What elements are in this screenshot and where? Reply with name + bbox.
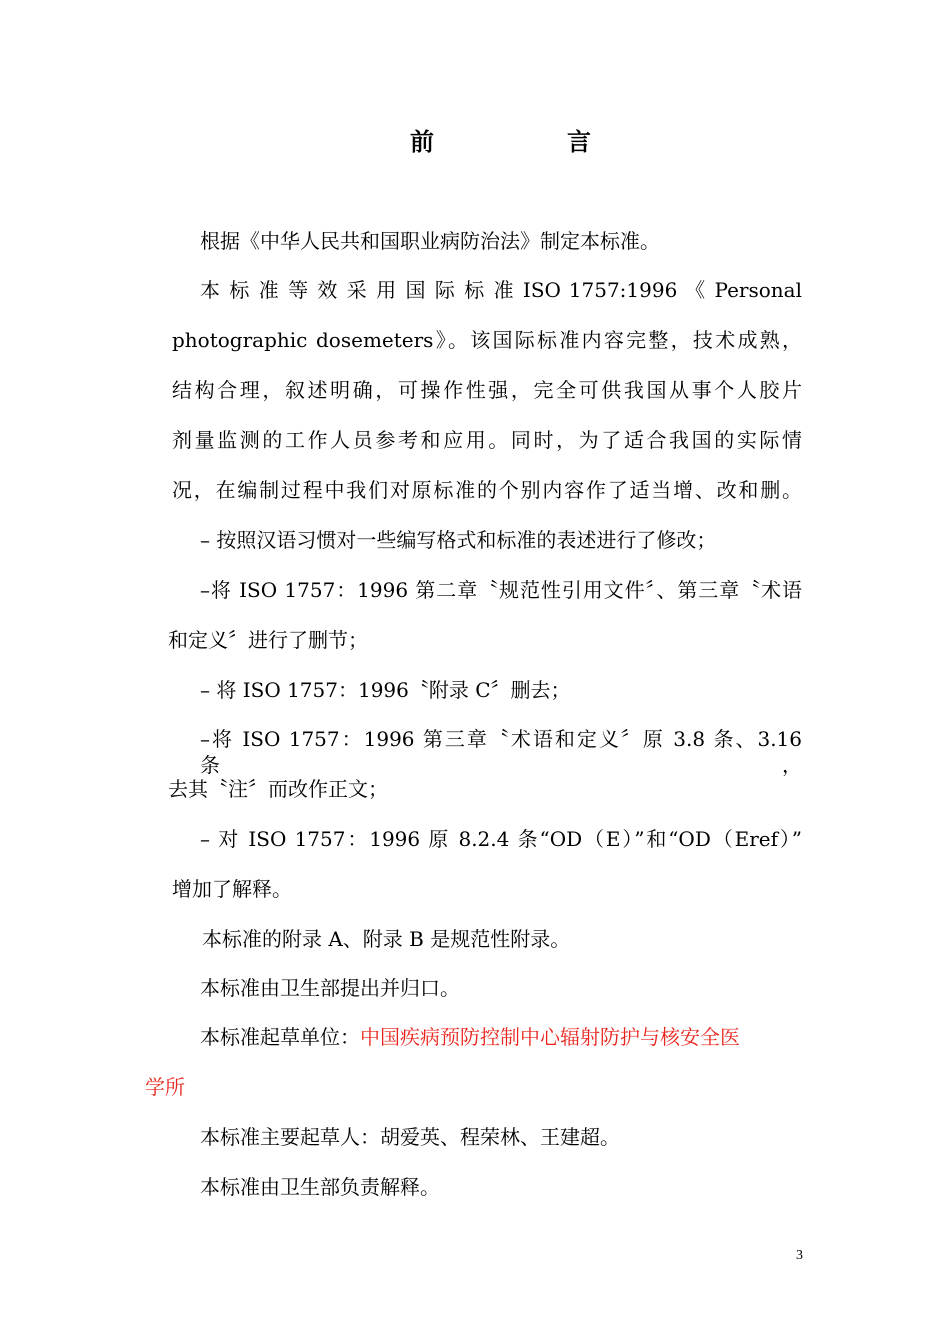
paragraph-interpreter: 本标准由卫生部负责解释。: [200, 1175, 440, 1199]
list-item-chapter-deletion-line-2: 和定义〞进行了删节；: [168, 628, 368, 652]
drafting-unit-organization: 中国疾病预防控制中心辐射防护与核安全医: [360, 1025, 740, 1049]
paragraph-drafters: 本标准主要起草人：胡爱英、程荣林、王建超。: [200, 1125, 620, 1149]
page-title: [0, 122, 950, 162]
list-item-appendix-removal: – 将 ISO 1757：1996〝附录 C〞删去；: [200, 678, 571, 702]
paragraph-adoption-line-4: 剂量监测的工作人员参考和应用。同时，为了适合我国的实际情: [172, 428, 802, 452]
list-item-od-explanation-line-1: – 对 ISO 1757：1996 原 8.2.4 条“OD（E）”和“OD（Eref）”: [200, 827, 802, 851]
list-item-chapter-deletion-line-1: –将 ISO 1757：1996 第二章〝规范性引用文件〞、第三章〝术语: [200, 578, 802, 602]
paragraph-adoption-line-5: 况，在编制过程中我们对原标准的个别内容作了适当增、改和删。: [172, 478, 802, 502]
list-item-format-revision: – 按照汉语习惯对一些编写格式和标准的表述进行了修改；: [200, 528, 717, 552]
page-number: 3: [796, 1248, 803, 1263]
paragraph-drafting-unit-line-1: [200, 1024, 740, 1050]
paragraph-appendices: 本标准的附录 A、附录 B 是规范性附录。: [202, 927, 571, 951]
drafting-unit-label: 本标准起草单位：: [200, 1025, 360, 1049]
title-char-2: 言: [567, 127, 591, 156]
paragraph-proposer: 本标准由卫生部提出并归口。: [200, 976, 460, 1000]
paragraph-drafting-unit-line-2: 学所: [145, 1075, 185, 1099]
paragraph-adoption-line-2: photographic dosemeters》。该国际标准内容完整，技术成熟，: [172, 328, 802, 352]
paragraph-basis: 根据《中华人民共和国职业病防治法》制定本标准。: [200, 229, 660, 253]
paragraph-adoption-line-3: 结构合理，叙述明确，可操作性强，完全可供我国从事个人胶片: [172, 378, 802, 402]
list-item-notes-to-text-line-1: –将 ISO 1757：1996 第三章〝术语和定义〞原 3.8 条、3.16 条，: [200, 727, 802, 777]
list-item-notes-to-text-line-2: 去其〝注〞而改作正文；: [168, 777, 388, 801]
list-item-od-explanation-line-2: 增加了解释。: [172, 877, 292, 901]
paragraph-adoption-line-1: 本 标 准 等 效 采 用 国 际 标 准 ISO 1757:1996 《 Personal: [200, 278, 802, 302]
title-char-1: 前: [410, 127, 434, 156]
